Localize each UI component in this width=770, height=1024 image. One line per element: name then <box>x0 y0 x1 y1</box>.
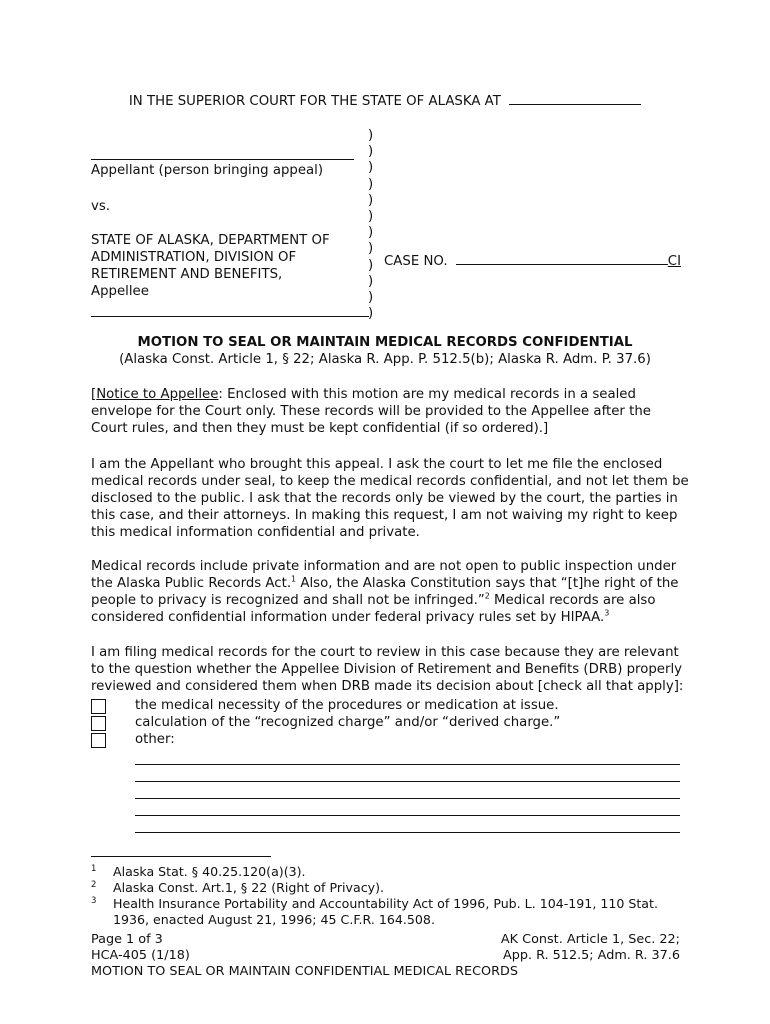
notice-label: Notice to Appellee <box>96 387 219 402</box>
case-no-label: CASE NO. <box>384 254 448 269</box>
motion-subtitle: (Alaska Const. Article 1, § 22; Alaska R. App. P. 512.5(b); Alaska R. Adm. P. 37.6) <box>119 352 651 367</box>
footer-reference-1: AK Const. Article 1, Sec. 22; <box>500 932 680 947</box>
caption-divider: ) ) ) ) ) ) ) ) ) ) ) ) <box>368 128 374 322</box>
other-line-3[interactable] <box>135 798 680 799</box>
appellee-line-2: ADMINISTRATION, DIVISION OF <box>91 250 297 265</box>
document-page: IN THE SUPERIOR COURT FOR THE STATE OF ALASKA AT ) ) ) ) ) ) ) ) ) ) ) ) Appellant (person bringing appeal) vs. STATE OF ALASKA, DEPARTMENT OF ADMINISTRATION, DIVISION OF RETIREMENT AND BENEFITS, Appellee CASE NO. CI MOTION TO SEAL OR MAINTAIN MEDICAL RECORDS CONFIDENTIAL (Alaska Const. Article 1, § 22; Alaska R. App. P. 512.5(b); Alaska R. Adm. P. 37.6) [Notice to Appellee: Enclosed with this motion are my medical records in a sealed envelope for the Court only. These records will be provided to the Appellee after the Court rules, and then they must be kept confidential (if so ordered).] I am the Appellant who brought this appeal. I ask the court to let me file the enclosed medical records under seal, to keep the medical records confidential, and not let them be disclosed to the public. I ask that the records only be viewed by the court, the parties in this case, and their attorneys. In making this request, I am not waiving my right to keep this medical information confidential and private. Medical records include private information and are not open to public inspection under the Alaska Public Records Act.$^1$ Also, the Alaska Constitution says that “[t]he right of the people to privacy is recognized and shall not be infringed.”$^2$ Medical records are also considered confidential information under federal privacy rules set by HIPAA.$^3$ I am filing medical records for the court to review in this case because they are relevant to the question whether the Appellee Division of Retirement and Benefits (DRB) properly reviewed and considered them when DRB made its decision about [check all that apply]: the medical necessity of the procedures or medication at issue. calculation of the “recognized charge” and/or “derived charge.” other: 1 Alaska Stat. § 40.25.120(a)(3). 2 Alaska Const. Art.1, § 22 (Right of Privacy). 3 Health Insurance Portability and Accountability Act of 1996, Pub. L. 104-191, 110 Stat. 1936, enacted August 21, 1996; 45 C.F.R. 164.508. Page 1 of 3 HCA-405 (1/18) MOTION TO SEAL OR MAINTAIN CONFIDENTIAL MEDICAL RECORDS AK Const. Article 1, Sec. 22; App. R. 512.5; Adm. R. 37.6 <box>0 0 770 1024</box>
footnote-ref-1: 1 <box>291 574 297 584</box>
medical-records-paragraph: Medical records include private information and are not open to public inspection under the Alaska Public Records Act.$^1$ Also, the Alaska Constitution says that “[t]he right of the people to privacy is recognized and shall not be infringed.”$^2$ Medical records are also considered confidential information under federal privacy rules set by HIPAA.$^3$ <box>91 559 679 625</box>
footnote-ref-3: 3 <box>604 608 610 618</box>
case-number <box>384 250 681 269</box>
appellee-line-4: Appellee <box>91 284 149 299</box>
motion-title: MOTION TO SEAL OR MAINTAIN MEDICAL RECORDS CONFIDENTIAL <box>137 335 633 350</box>
footnote-separator <box>91 856 271 857</box>
checkbox-medical-necessity[interactable] <box>91 699 106 714</box>
other-line-5[interactable] <box>135 832 680 833</box>
footer-page-number: Page 1 of 3 <box>91 932 163 947</box>
other-line-4[interactable] <box>135 815 680 816</box>
notice-paragraph: [Notice to Appellee: Enclosed with this motion are my medical records in a sealed envelope for the Court only. These records will be provided to the Appellee after the Court rules, and then they must be kept confidential (if so ordered).] <box>91 387 651 436</box>
case-suffix: CI <box>667 254 682 269</box>
footer-form-id: HCA-405 (1/18) <box>91 948 190 963</box>
filing-paragraph: I am filing medical records for the court to review in this case because they are relevant to the question whether the Appellee Division of Retirement and Benefits (DRB) properly reviewed and considered them when DRB made its decision about [check all that apply]: <box>91 645 684 694</box>
appellant-label: Appellant (person bringing appeal) <box>91 163 324 178</box>
request-paragraph: I am the Appellant who brought this appeal. I ask the court to let me file the enclosed medical records under seal, to keep the medical records confidential, and not let them be disclosed to the public. I ask that the records only be viewed by the court, the parties in this case, and their attorneys. In making this request, I am not waiving my right to keep this medical information confidential and private. <box>91 457 689 540</box>
option-other-label: other: <box>135 732 175 747</box>
option-recognized-charge-label: calculation of the “recognized charge” and/or “derived charge.” <box>135 715 561 730</box>
checkbox-recognized-charge[interactable] <box>91 716 106 731</box>
option-medical-necessity-label: the medical necessity of the procedures or medication at issue. <box>135 698 559 713</box>
appellant-name-blank[interactable] <box>91 159 354 160</box>
appellee-line-1: STATE OF ALASKA, DEPARTMENT OF <box>91 233 330 248</box>
other-line-2[interactable] <box>135 781 680 782</box>
court-heading: IN THE SUPERIOR COURT FOR THE STATE OF ALASKA AT <box>0 90 770 109</box>
notice-text: : Enclosed with this motion are my medical records in a sealed envelope for the Court only. These records will be provided to the Appellee after the Court rules, and then they must be kept confidential (if so ordered).] <box>91 387 651 436</box>
other-line-1[interactable] <box>135 764 680 765</box>
checkbox-other[interactable] <box>91 733 106 748</box>
footer-form-title: MOTION TO SEAL OR MAINTAIN CONFIDENTIAL MEDICAL RECORDS <box>91 964 518 979</box>
court-location-blank[interactable] <box>509 90 641 105</box>
case-number-blank[interactable] <box>456 250 668 265</box>
footer-reference-2: App. R. 512.5; Adm. R. 37.6 <box>502 948 680 963</box>
vs-label: vs. <box>91 199 111 214</box>
footnote-ref-2: 2 <box>484 591 490 601</box>
caption-bottom-rule <box>91 316 369 317</box>
appellee-line-3: RETIREMENT AND BENEFITS, <box>91 267 283 282</box>
